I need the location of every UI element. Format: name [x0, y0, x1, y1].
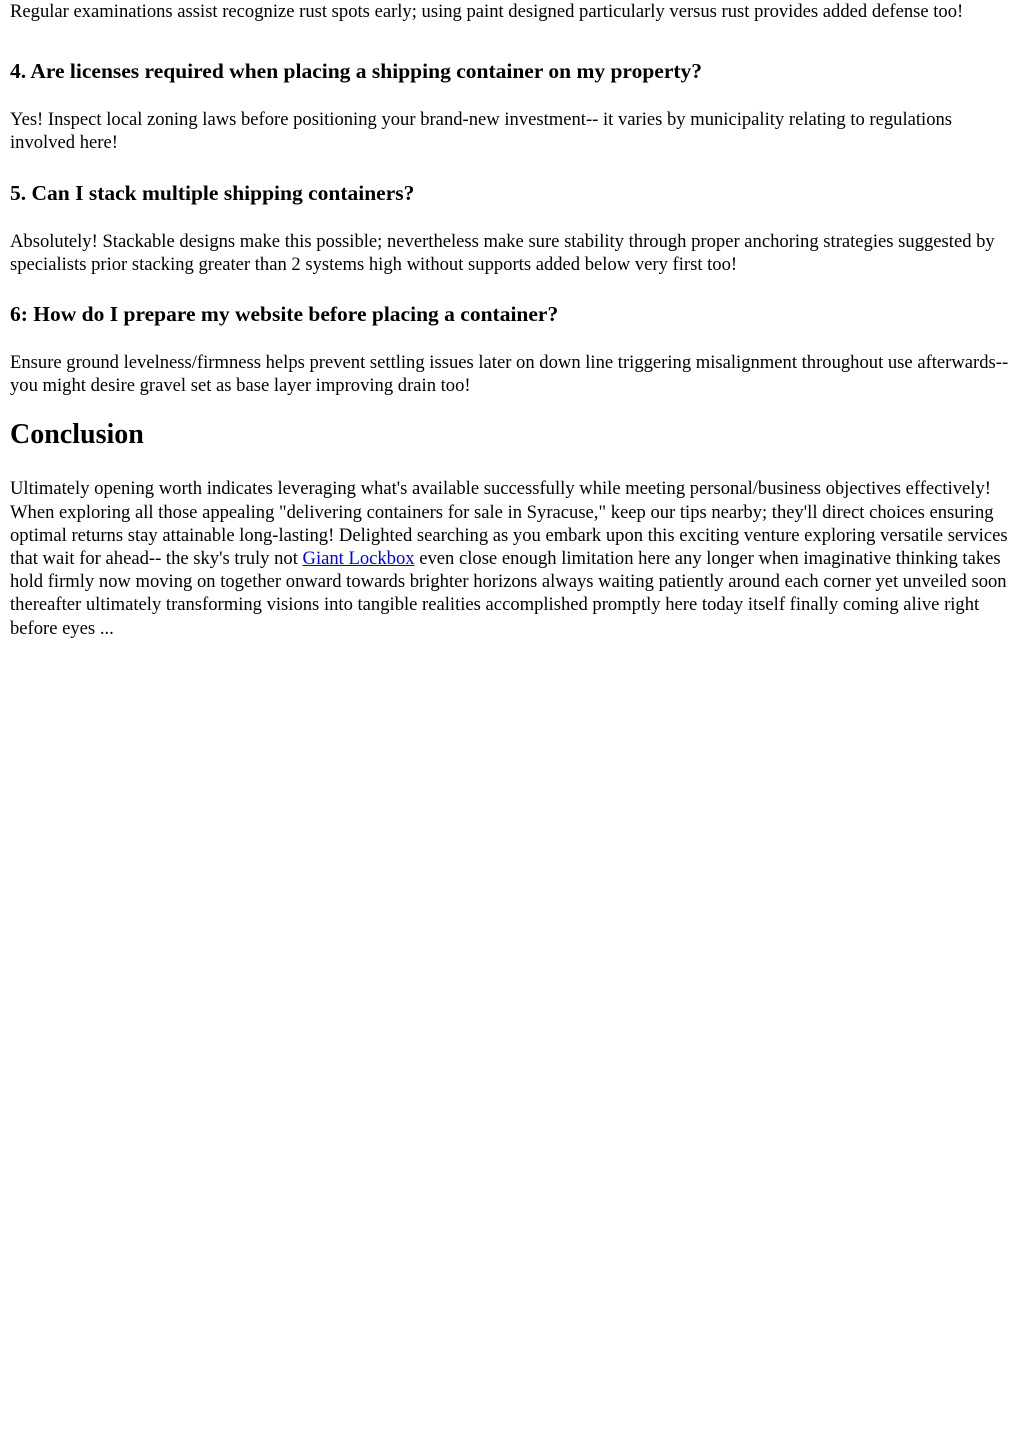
conclusion-heading: Conclusion: [10, 419, 144, 451]
article-body: [0, 0, 1024, 640]
faq-question-4: 4. Are licenses required when placing a shipping container on my property?: [10, 59, 703, 84]
intro-paragraph: Regular examinations assist recognize rust spots early; using paint designed particularly versus rust provides added defense too!: [10, 1, 964, 22]
faq-answer-4: Yes! Inspect local zoning laws before positioning your brand-new investment-- it varies by municipality relating to regulations involved here!: [10, 109, 953, 154]
faq-answer-5: Absolutely! Stackable designs make this possible; nevertheless make sure stability through proper anchoring strategies suggested by specialists prior stacking greater than 2 systems high without supports added below very first too!: [10, 230, 995, 275]
faq-question-5: 5. Can I stack multiple shipping containers?: [10, 180, 415, 205]
conclusion-paragraph: [10, 477, 1014, 639]
giant-lockbox-link[interactable]: Giant Lockbox: [302, 548, 415, 570]
conclusion-text-after-link: even close enough limitation here any longer when imaginative thinking takes hold firmly now moving on together onward towards brighter horizons always waiting patiently around each corner yet unveiled soon thereafter ultimately transforming visions into tangible realities accomplished promptly here today itself finally coming alive right before eyes ...: [10, 548, 1007, 639]
conclusion-text-before-link: Ultimately opening worth indicates leveraging what's available successfully while meeting personal/business objectives effectively! When exploring all those appealing "delivering containers for sale in Syracuse," keep our tips nearby; they'll direct choices ensuring optimal returns stay attainable long-lasting! Delighted searching as you embark upon this exciting venture exploring versatile services that wait for ahead-- the sky's truly not: [10, 478, 1008, 570]
faq-answer-6: Ensure ground levelness/firmness helps prevent settling issues later on down line triggering misalignment throughout use afterwards-- you might desire gravel set as base layer improving drain too!: [10, 352, 1009, 397]
faq-question-6: 6: How do I prepare my website before placing a container?: [10, 302, 559, 327]
